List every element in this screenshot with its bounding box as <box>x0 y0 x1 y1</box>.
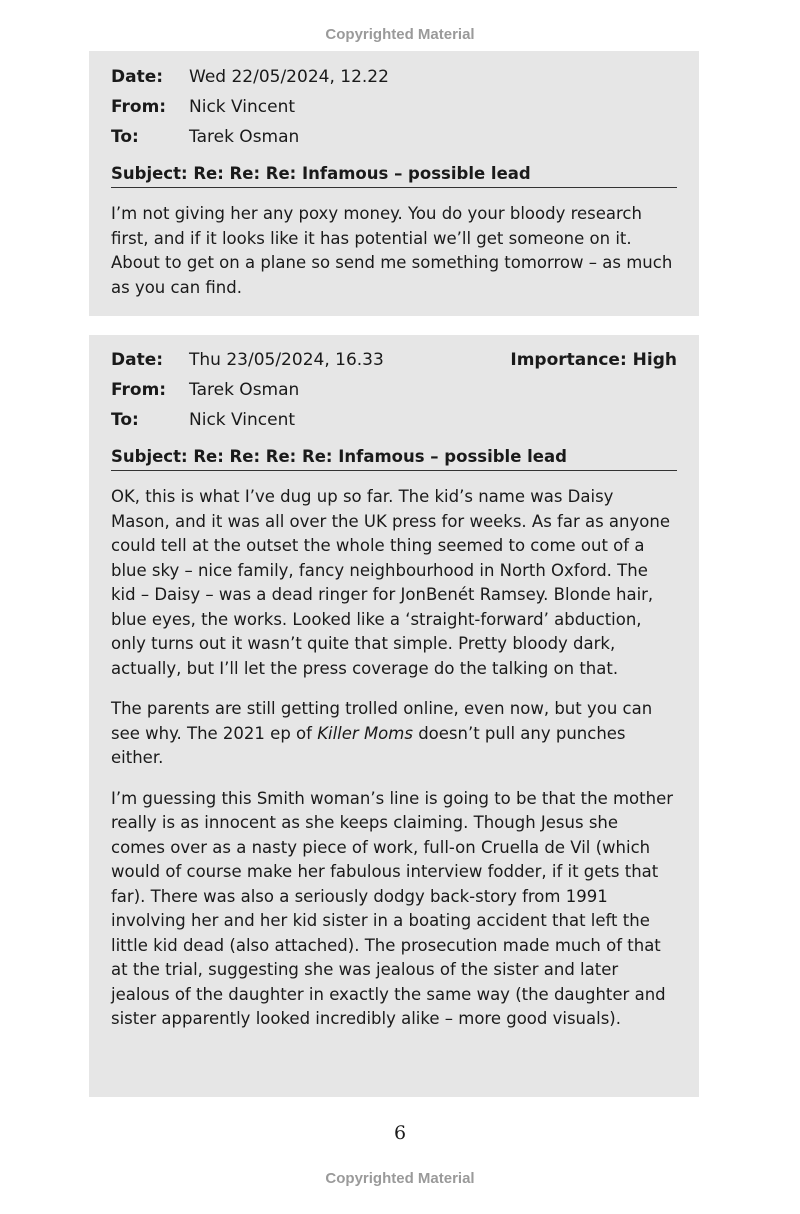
subject-label: Subject: <box>111 164 188 183</box>
email-body <box>111 485 677 1032</box>
paragraph-text: The parents are still getting trolled online, even now, but you can see why. The 2021 ep of <box>111 699 653 743</box>
body-paragraph: OK, this is what I’ve dug up so far. The kid’s name was Daisy Mason, and it was all over the UK press for weeks. As far as anyone could tell at the outset the whole thing seemed to come out of a blue sky – nice family, fancy neighbourhood in North Oxford. The kid – Daisy – was a dead ringer for JonBenét Ramsey. Blonde hair, blue eyes, the works. Looked like a ‘straight-forward’ abduction, only turns out it wasn’t quite that simple. Pretty bloody dark, actually, but I’ll let the press coverage do the talking on that. <box>111 487 670 678</box>
subject-value: Re: Re: Re: Infamous – possible lead <box>193 164 531 183</box>
from-label: From: <box>111 380 167 400</box>
paragraph-text: doesn’t pull any punches either. <box>111 723 626 767</box>
copyright-watermark-top: Copyrighted Material <box>325 26 475 43</box>
email-subject <box>111 446 677 471</box>
from-label: From: <box>111 97 167 117</box>
email-date-row <box>111 348 677 378</box>
importance-flag: Importance: High <box>510 350 677 370</box>
email-to-row <box>111 408 677 438</box>
email-date-row <box>111 65 677 95</box>
to-value: Tarek Osman <box>189 127 300 147</box>
subject-value: Re: Re: Re: Re: Infamous – possible lead <box>193 447 567 466</box>
date-value: Wed 22/05/2024, 12.22 <box>189 67 389 87</box>
body-paragraph: I’m guessing this Smith woman’s line is going to be that the mother really is as innocent as she keeps claiming. Though Jesus she comes over as a nasty piece of work, full-on Cruella de Vil (which would of course make her fabulous interview fodder, if it gets that far). There was also a seriously dodgy back-story from 1991 involving her and her kid sister in a boating accident that left the little kid dead (also attached). The prosecution made much of that at the trial, suggesting she was jealous of the sister and later jealous of the daughter in exactly the same way (the daughter and sister apparently looked incredibly alike – more good visuals). <box>111 788 673 1028</box>
email-from-row <box>111 95 677 125</box>
page-number: 6 <box>393 1122 407 1144</box>
to-label: To: <box>111 410 139 430</box>
email-subject <box>111 163 677 188</box>
body-paragraph: I’m not giving her any poxy money. You do your bloody research first, and if it looks like it has potential we’ll get someone on it. About to get on a plane so send me something tomorrow – as much as you can find. <box>111 204 673 297</box>
email-from-row <box>111 378 677 408</box>
email-message-2 <box>89 335 699 1097</box>
to-value: Nick Vincent <box>189 410 296 430</box>
email-message-1 <box>89 51 699 316</box>
from-value: Nick Vincent <box>189 97 296 117</box>
date-label: Date: <box>111 350 164 370</box>
show-title: Killer Moms <box>317 723 413 743</box>
email-body <box>111 202 677 300</box>
email-to-row <box>111 125 677 155</box>
to-label: To: <box>111 127 139 147</box>
body-paragraph <box>111 697 677 771</box>
date-label: Date: <box>111 67 164 87</box>
copyright-watermark-bottom: Copyrighted Material <box>325 1170 475 1187</box>
subject-label: Subject: <box>111 447 188 466</box>
from-value: Tarek Osman <box>189 380 300 400</box>
date-value: Thu 23/05/2024, 16.33 <box>189 350 384 370</box>
